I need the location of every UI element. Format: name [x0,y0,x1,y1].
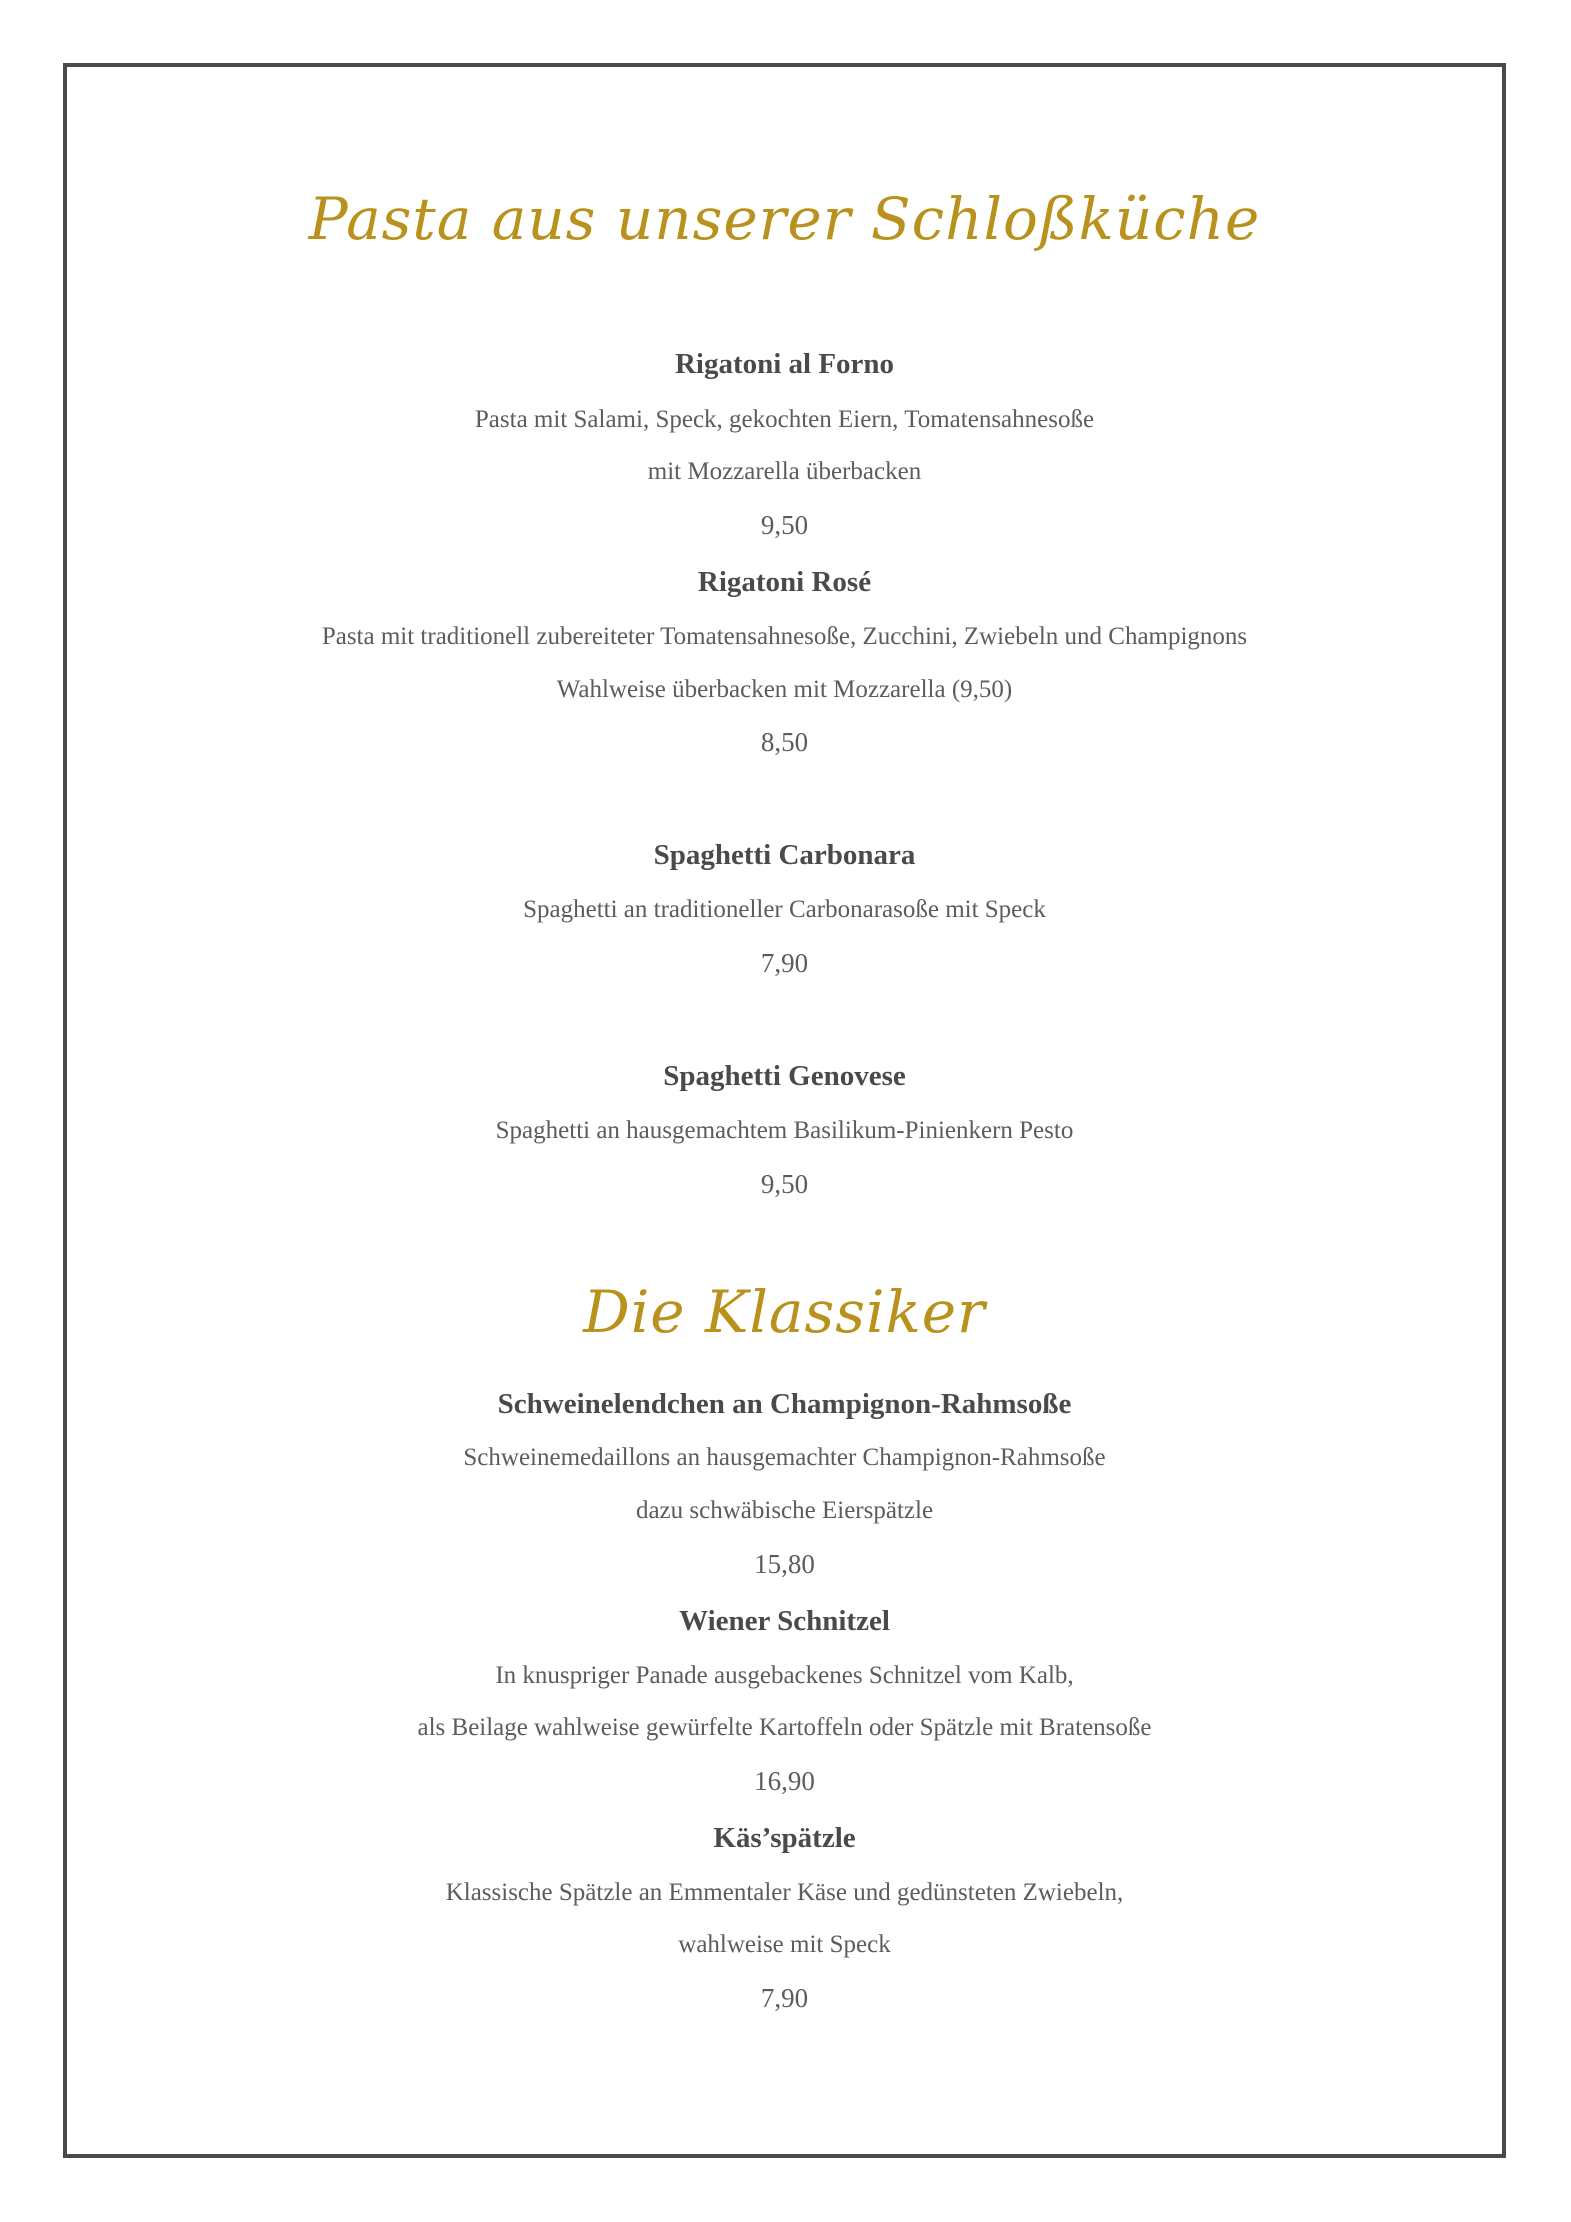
dish-description: Schweinemedaillons an hausgemachter Champignon-Rahmsoße [463,1444,1106,1471]
dish-price: 7,90 [760,1983,809,2013]
dish-description: Pasta mit traditionell zubereiteter Tomatensahnesoße, Zucchini, Zwiebeln und Champignons [321,623,1248,650]
dish-price: 9,50 [760,510,809,540]
section-title-pasta: Pasta aus unserer Schloßküche [308,185,1261,253]
dish-price: 16,90 [754,1766,815,1796]
dish-description: wahlweise mit Speck [678,1931,891,1958]
dish-price: 9,50 [760,1169,809,1199]
section-title-klassiker: Die Klassiker [583,1278,986,1346]
dish-description: Wahlweise überbacken mit Mozzarella (9,50) [556,676,1013,703]
dish-description: dazu schwäbische Eierspätzle [635,1497,934,1524]
dish-description: Spaghetti an traditioneller Carbonarasoße mit Speck [523,896,1046,923]
dish-price: 15,80 [754,1549,815,1579]
dish-price: 8,50 [760,727,809,757]
dish-name-kaesspaetzle: Käs’spätzle [713,1822,856,1854]
dish-price: 7,90 [760,948,809,978]
dish-name-rigatoni-al-forno: Rigatoni al Forno [674,348,895,380]
dish-name-wiener-schnitzel: Wiener Schnitzel [679,1605,890,1637]
dish-description: In knuspriger Panade ausgebackenes Schnitzel vom Kalb, [495,1662,1074,1689]
dish-name-spaghetti-genovese: Spaghetti Genovese [663,1060,906,1092]
dish-description: als Beilage wahlweise gewürfelte Kartoffeln oder Spätzle mit Bratensoße [417,1714,1152,1741]
dish-name-schweinelendchen: Schweinelendchen an Champignon-Rahmsoße [497,1388,1072,1420]
dish-name-rigatoni-rose: Rigatoni Rosé [697,566,872,598]
dish-description: Spaghetti an hausgemachtem Basilikum-Pinienkern Pesto [495,1117,1074,1144]
dish-description: Pasta mit Salami, Speck, gekochten Eiern, Tomatensahnesoße [474,406,1095,433]
dish-description: Klassische Spätzle an Emmentaler Käse und gedünsteten Zwiebeln, [445,1879,1124,1906]
dish-description: mit Mozzarella überbacken [647,458,922,485]
dish-name-spaghetti-carbonara: Spaghetti Carbonara [653,839,916,871]
